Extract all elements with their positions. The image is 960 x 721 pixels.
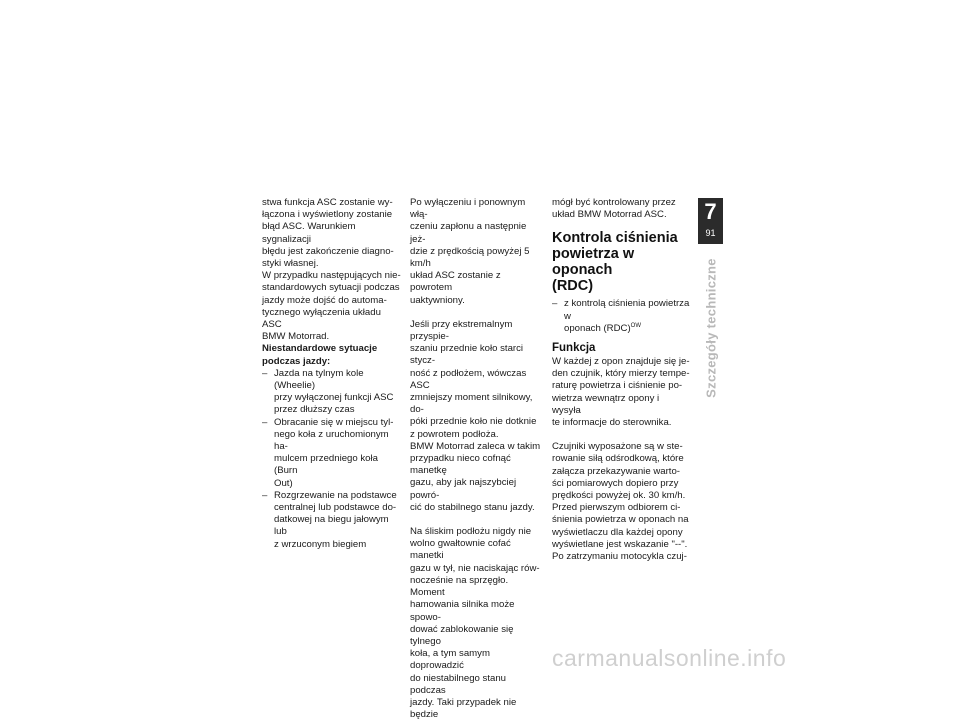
paragraph-centrifugal: Czujniki wyposażone są w ste- rowanie siłą odśrodkową, które załącza przekazywanie warto- ści pomiarowych dopiero przy prędkości powyżej ok. 30 km/h. Przed pierwszym odbiorem ci- śnienia powietrza w oponach na wyświetlaczu dla każdej opony wyświetlane jest wskazanie "--". Po zatrzymaniu motocykla czuj- [552,441,689,563]
section-label: Szczegóły techniczne [703,258,719,398]
paragraph-asc-error: stwa funkcja ASC zostanie wy- łączona i wyświetlony zostanie błąd ASC. Warunkiem sygnalizacji błędu jest zakończenie diagno- styki własnej. W przypadku następujących nie- standardowych sytuacji podczas jazdy może dojść do automa- tycznego wyłączenia układu ASC BMW Motorrad. [262,197,401,343]
chapter-tab [698,198,723,244]
situations-list [262,368,402,551]
paragraph-acceleration: Jeśli przy ekstremalnym przyspie- szaniu przednie koło starci stycz- ność z podłożem, wówczas ASC zmniejszy moment silnikowy, do- póki przednie koło nie dotknie z powrotem podłoża. BMW Motorrad zaleca w takim przypadku nieco cofnąć manetkę gazu, aby jak najszybciej powró- cić do stabilnego stanu jazdy. [410,318,541,513]
chapter-number: 7 [704,199,717,224]
paragraph-asc-continuation: mógł być kontrolowany przez układ BMW Motorrad ASC. [552,197,676,221]
section-heading-rdc: Kontrola ciśnienia powietrza w oponach (RDC) [552,230,678,295]
subheading-funkcja: Funkcja [552,342,596,355]
option-list [552,298,690,335]
list-item: – Rozgrzewanie na podstawce centralnej lub podstawce do- datkowej na biegu jałowym lub z wrzuconym biegiem [262,490,402,551]
list-item: – Obracanie się w miejscu tyl- nego koła z uruchomionym ha- mulcem przedniego koła (Burn Out) [262,417,402,490]
list-item: – Jazda na tylnym kole (Wheelie) przy wyłączonej funkcji ASC przez dłuższy czas [262,368,402,417]
option-superscript: OW [630,322,641,329]
paragraph-slippery-surface: Na śliskim podłożu nigdy nie wolno gwałtownie cofać manetki gazu w tył, nie naciskając rów- nocześnie na sprzęgło. Moment hamowania silnika może spowo- dować zablokowanie się tylnego koła, a tym samym doprowadzić do niestabilnego stanu podczas jazdy. Taki przypadek nie będzie [410,526,540,721]
text-column-1 [262,197,402,551]
text-column-2 [410,197,543,721]
page-number: 91 [705,228,716,238]
watermark: carmanualsonline.info [552,645,787,671]
bold-heading-situations: Niestandardowe sytuacje podczas jazdy: [262,343,378,367]
text-column-3 [552,197,690,563]
list-item: – z kontrolą ciśnienia powietrza w oponach (RDC)$^{OW}$ [552,298,690,335]
paragraph-reactivation: Po wyłączeniu i ponownym włą- czeniu zapłonu a następnie jeż- dzie z prędkością powyżej 5 km/h układ ASC zostanie z powrotem uaktywniony. [410,197,530,306]
paragraph-sensor: W każdej z opon znajduje się je- den czujnik, który mierzy tempe- raturę powietrza i ciśnienie po- wietrza wewnątrz opony i wysyła te informacje do sterownika. [552,356,690,429]
